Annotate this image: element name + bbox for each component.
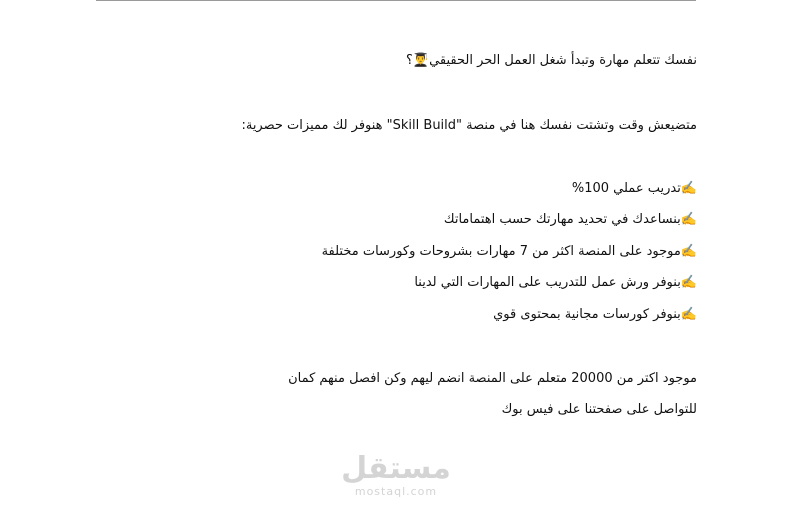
- feature-item: [493, 306, 697, 324]
- writing-hand-icon: ✍️: [680, 181, 697, 196]
- writing-hand-icon: ✍️: [680, 244, 697, 259]
- contact-line: للتواصل على صفحتنا على فيس بوك: [501, 402, 697, 417]
- writing-hand-icon: ✍️: [680, 307, 697, 322]
- feature-text: بنساعدك في تحديد مهارتك حسب اهتماماتك: [443, 212, 681, 227]
- feature-item: [414, 274, 697, 292]
- feature-text: بنوفر ورش عمل للتدريب على المهارات التي لدينا: [414, 275, 681, 290]
- writing-hand-icon: ✍️: [680, 212, 697, 227]
- feature-text: بنوفر كورسات مجانية بمحتوى قوي: [493, 307, 681, 322]
- closing-line: موجود اكتر من 20000 متعلم على المنصة انضم ليهم وكن افصل منهم كمان: [288, 371, 697, 386]
- writing-hand-icon: ✍️: [680, 275, 697, 290]
- intro-line: متضيعش وقت وتشتت نفسك هنا في منصة "Skill Build" هنوفر لك مميزات حصرية:: [241, 118, 697, 133]
- question-line: نفسك تتعلم مهارة وتبدأ شغل العمل الحر الحقيقي👨‍🎓؟: [405, 53, 697, 68]
- feature-item: [322, 243, 697, 261]
- feature-item: [572, 180, 697, 198]
- mostaql-watermark: [340, 452, 452, 498]
- feature-text: موجود على المنصة اكثر من 7 مهارات بشروحات وكورسات مختلفة: [321, 244, 681, 259]
- watermark-latin: mostaql.com: [354, 485, 438, 498]
- feature-text: تدريب عملي 100%: [571, 181, 681, 196]
- feature-item: [444, 211, 697, 229]
- watermark-arabic: مستقل: [341, 451, 451, 486]
